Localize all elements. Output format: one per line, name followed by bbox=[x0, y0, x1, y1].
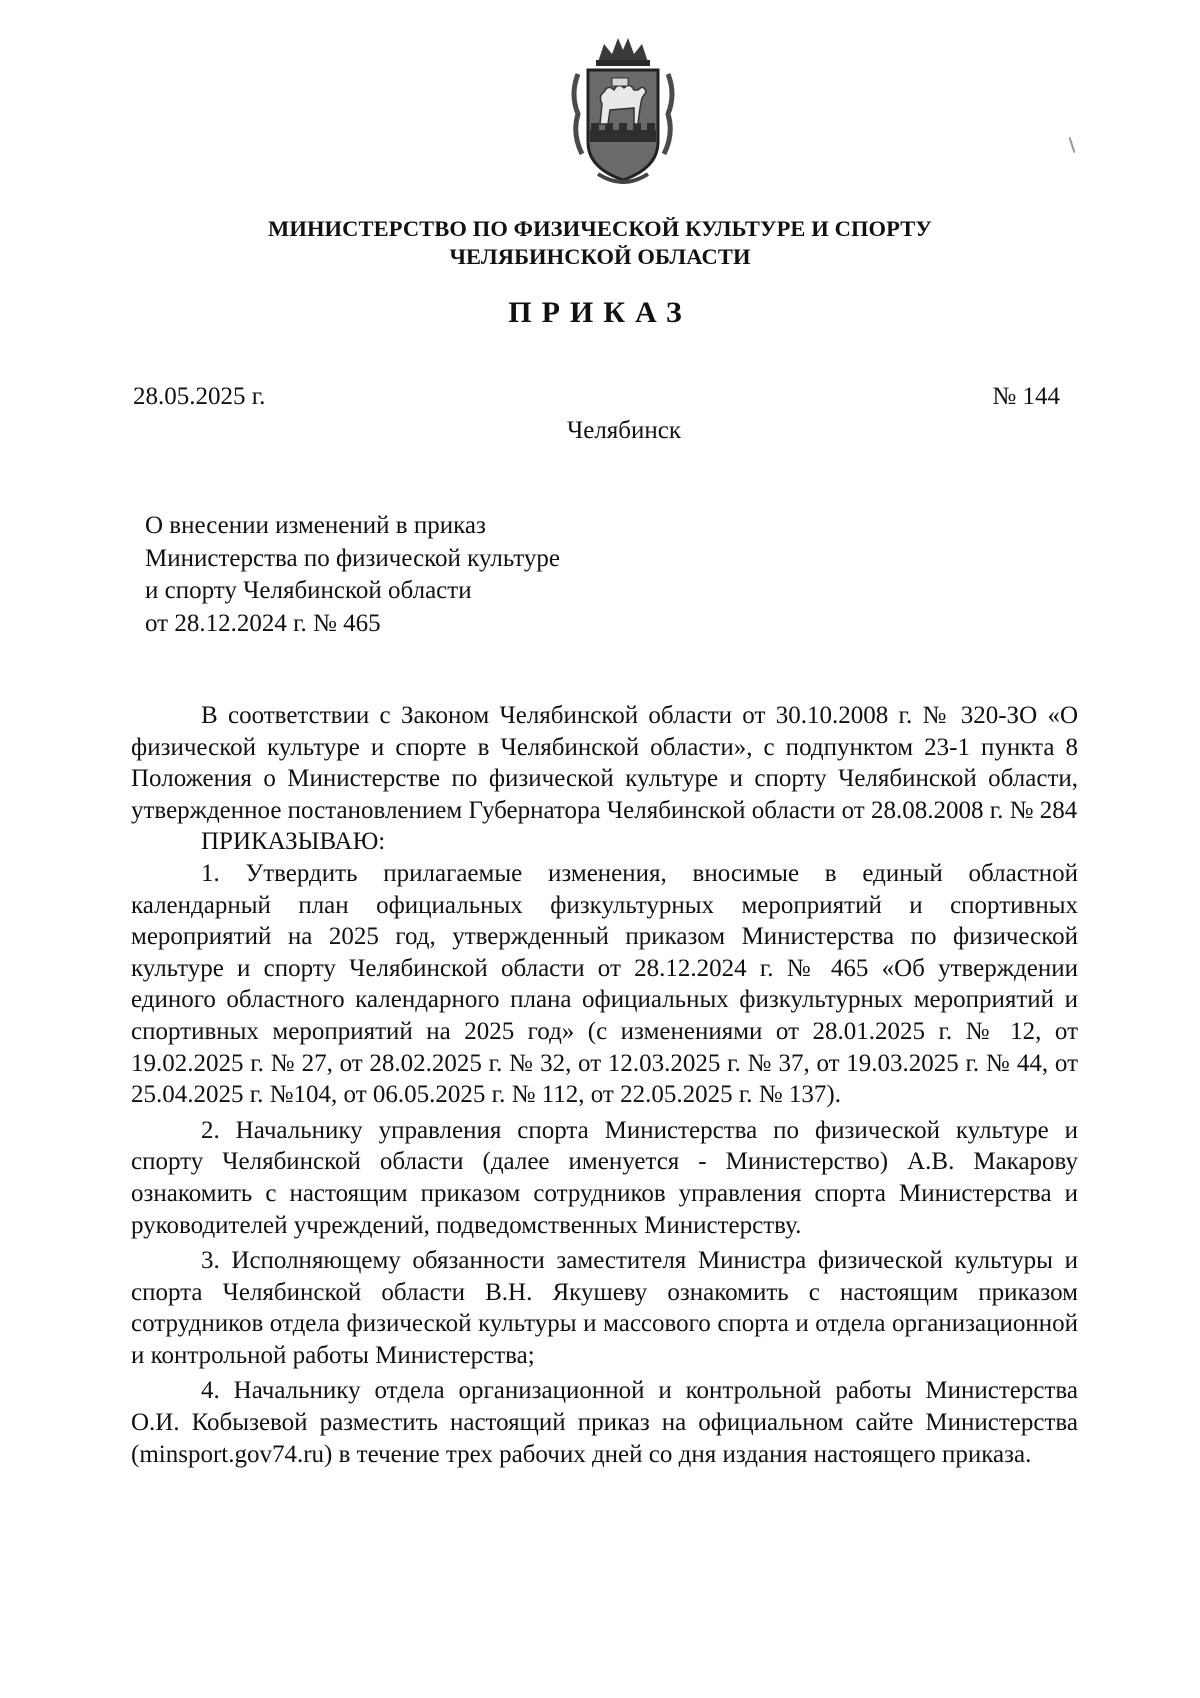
order-item-1: 1. Утвердить прилагаемые изменения, вносимые в единый областной календарный план официальных физкультурных мероприятий и спортивных мероприятий на 2025 год, утвержденный приказом Министерства по физической культуре и спорту Челябинской области от 28.12.2024 г. № 465 «Об утверждении единого областного календарного плана официальных физкультурных мероприятий и спортивных мероприятий на 2025 год» (с изменениями от 28.01.2025 г. № 12, от 19.02.2025 г. № 27, от 28.02.2025 г. № 32, от 12.03.2025 г. № 37, от 19.03.2025 г. № 44, от 25.04.2025 г. №104, от 06.05.2025 г. № 112, от 22.05.2025 г. № 137). bbox=[131, 859, 1078, 1109]
order-item-2: 2. Начальнику управления спорта Министерства по физической культуре и спорту Челябинской области (далее именуется - Министерство) А.В. Макарову ознакомить с настоящим приказом сотрудников управления спорта Министерства и руководителей учреждений, подведомственных Министерству. bbox=[131, 1116, 1078, 1239]
organization-name-line2: ЧЕЛЯБИНСКОЙ ОБЛАСТИ bbox=[449, 244, 751, 269]
subject-line: О внесении изменений в приказ bbox=[145, 512, 486, 539]
document-type-title: ПРИКАЗ bbox=[508, 296, 692, 329]
organization-name-line1: МИНИСТЕРСТВО ПО ФИЗИЧЕСКОЙ КУЛЬТУРЕ И СПОРТУ bbox=[268, 216, 932, 241]
order-item-3: 3. Исполняющему обязанности заместителя Министра физической культуры и спорта Челябинской области В.Н. Якушеву ознакомить с настоящим приказом сотрудников отдела физической культуры и массового спорта и отдела организационной и контрольной работы Министерства; bbox=[131, 1247, 1078, 1369]
order-date: 28.05.2025 г. bbox=[133, 383, 266, 410]
subject-line: и спорту Челябинской области bbox=[145, 577, 472, 604]
order-keyword: ПРИКАЗЫВАЮ: bbox=[201, 828, 386, 856]
order-body bbox=[131, 700, 1078, 1470]
subject-line: от 28.12.2024 г. № 465 bbox=[145, 609, 381, 637]
order-subject bbox=[145, 510, 560, 640]
order-city: Челябинск bbox=[566, 417, 682, 444]
subject-line: Министерства по физической культуре bbox=[145, 544, 560, 572]
preamble-paragraph: В соответствии с Законом Челябинской области от 30.10.2008 г. № 320-ЗО «О физической культуре и спорте в Челябинской области», с подпунктом 23-1 пункта 8 Положения о Министерстве по физической культуре и спорту Челябинской области, утвержденное постановлением Губернатора Челябинской области от 28.08.2008 г. № 284 bbox=[131, 702, 1078, 824]
order-item-4: 4. Начальнику отдела организационной и контрольной работы Министерства О.И. Кобызевой разместить настоящий приказ на официальном сайте Министерства (minsport.gov74.ru) в течение трех рабочих дней со дня издания настоящего приказа. bbox=[131, 1377, 1078, 1468]
coat-of-arms-icon bbox=[568, 34, 678, 184]
scan-artifact bbox=[1069, 137, 1076, 153]
order-number: № 144 bbox=[992, 383, 1060, 410]
